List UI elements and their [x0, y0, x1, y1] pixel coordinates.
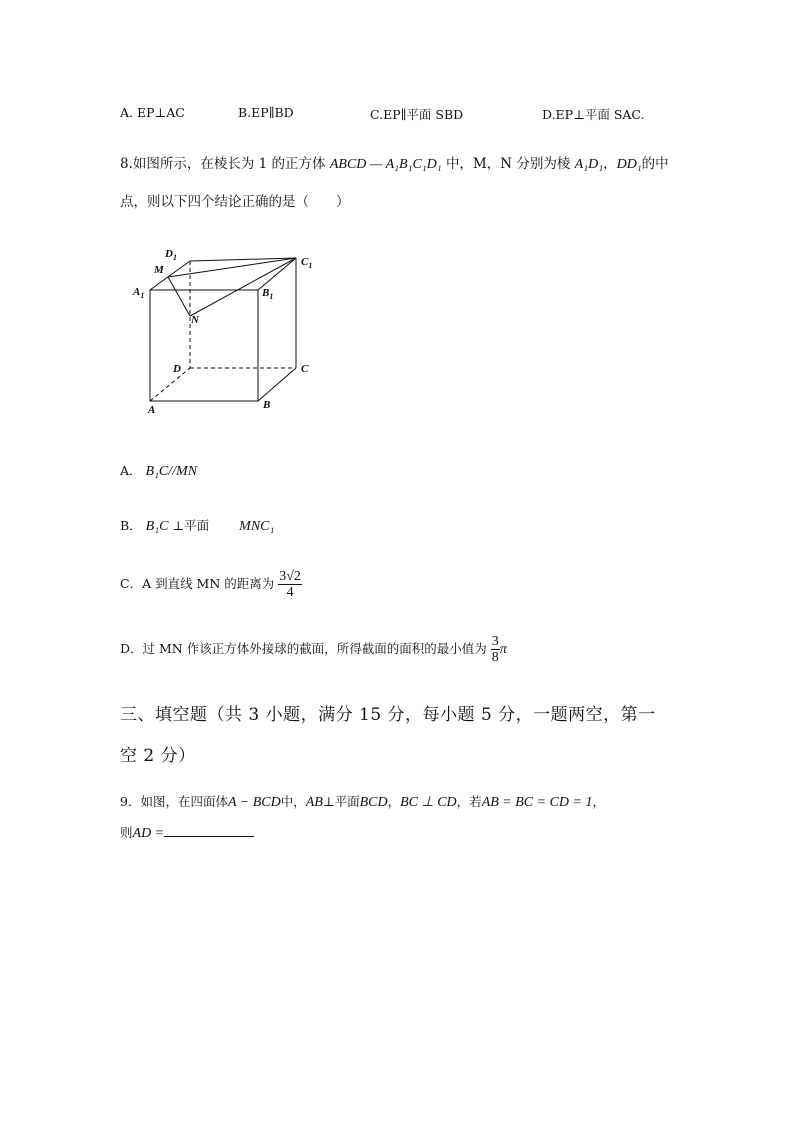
- q8-cube-name: ABCD — A₁B₁C₁D₁: [329, 157, 442, 172]
- fraction-numerator: 3: [491, 634, 499, 649]
- q7-option-c: C.EP∥平面 SBD: [370, 107, 464, 122]
- q9-separator: ，: [387, 794, 401, 809]
- edge-a-d-hidden: [150, 368, 190, 401]
- label-b: B: [263, 399, 271, 411]
- q9-math-ad: AD =: [132, 826, 165, 841]
- q8-separator: ，: [603, 156, 617, 172]
- answer-blank[interactable]: [164, 824, 254, 837]
- edge-b-c: [258, 368, 296, 401]
- q9-math-tetrahedron: A − BCD: [227, 795, 281, 810]
- label-n: N: [191, 314, 199, 326]
- section-heading-line2: 空 2 分）: [120, 746, 196, 766]
- q9-text: 则: [120, 825, 133, 840]
- q8-option-b: [120, 516, 274, 535]
- section-heading-line1: 三、填空题（共 3 小题，满分 15 分，每小题 5 分，一题两空，第一: [120, 705, 656, 725]
- pi-symbol: π: [499, 642, 507, 657]
- q9-math-bcd: BCD: [359, 795, 388, 810]
- option-b-text: ⊥平面: [172, 518, 210, 533]
- option-b-math2: MNC₁: [239, 519, 275, 534]
- q7-option-a: A. EP⊥AC: [120, 105, 185, 120]
- label-c: C: [301, 363, 309, 375]
- q9-stem-line2: [120, 823, 254, 842]
- fraction-numerator: 3√2: [279, 569, 301, 584]
- q8-option-c: [120, 569, 302, 600]
- q8-edge-dd1: DD₁: [616, 157, 642, 172]
- option-c-text: C．A 到直线 MN 的距离为: [120, 576, 275, 591]
- q8-option-a: [120, 461, 197, 480]
- q8-stem-text: 中，M，N 分别为棱: [445, 156, 571, 172]
- q9-math-bc-perp-cd: BC ⊥ CD: [400, 795, 457, 810]
- segment-n-c1: [190, 258, 296, 316]
- option-a-math: B₁C//MN: [145, 464, 198, 479]
- q8-stem-text: 8.如图所示，在棱长为 1 的正方体: [120, 156, 326, 172]
- q9-text: 中，: [280, 794, 306, 809]
- q7-option-b: B.EP∥BD: [238, 105, 294, 120]
- q9-text: ，若: [456, 794, 482, 809]
- q9-math-ab: AB: [305, 795, 323, 810]
- front-face: [150, 290, 258, 401]
- q8-option-d: [120, 634, 507, 665]
- fraction-denominator: 8: [491, 650, 499, 665]
- q9-math-equal-lengths: AB = BC = CD = 1: [481, 795, 593, 810]
- label-c1: $C_1$: [301, 256, 313, 270]
- q9-text: ，: [592, 794, 605, 809]
- option-d-fraction: [491, 634, 500, 665]
- label-a: A: [148, 404, 156, 416]
- segment-m-n: [168, 277, 190, 316]
- q9-text: ⊥平面: [322, 794, 360, 809]
- fraction-denominator: 4: [286, 585, 294, 600]
- q8-stem-text: 的中: [641, 156, 669, 172]
- cube-figure: [120, 240, 330, 420]
- q9-text: 9．如图，在四面体: [120, 794, 228, 809]
- label-d1: $D_1$: [165, 248, 177, 262]
- option-c-fraction: [278, 569, 302, 600]
- q8-edge-a1d1: A₁D₁: [574, 157, 604, 172]
- q9-stem-line1: [120, 792, 605, 811]
- option-label: A．: [120, 463, 142, 478]
- q8-stem-line2: 点，则以下四个结论正确的是（ ）: [120, 194, 350, 210]
- option-d-text: D．过 MN 作该正方体外接球的截面，所得截面的面积的最小值为: [120, 641, 487, 656]
- label-m: M: [154, 264, 164, 276]
- label-d: D: [173, 363, 181, 375]
- option-label: B．: [120, 518, 142, 533]
- q7-option-d: D.EP⊥平面 SAC.: [542, 107, 645, 122]
- label-a1: $A_1$: [133, 286, 145, 300]
- option-b-math: B₁C: [145, 519, 169, 534]
- label-b1: $B_1$: [262, 287, 274, 301]
- q8-stem-line1: [120, 152, 669, 173]
